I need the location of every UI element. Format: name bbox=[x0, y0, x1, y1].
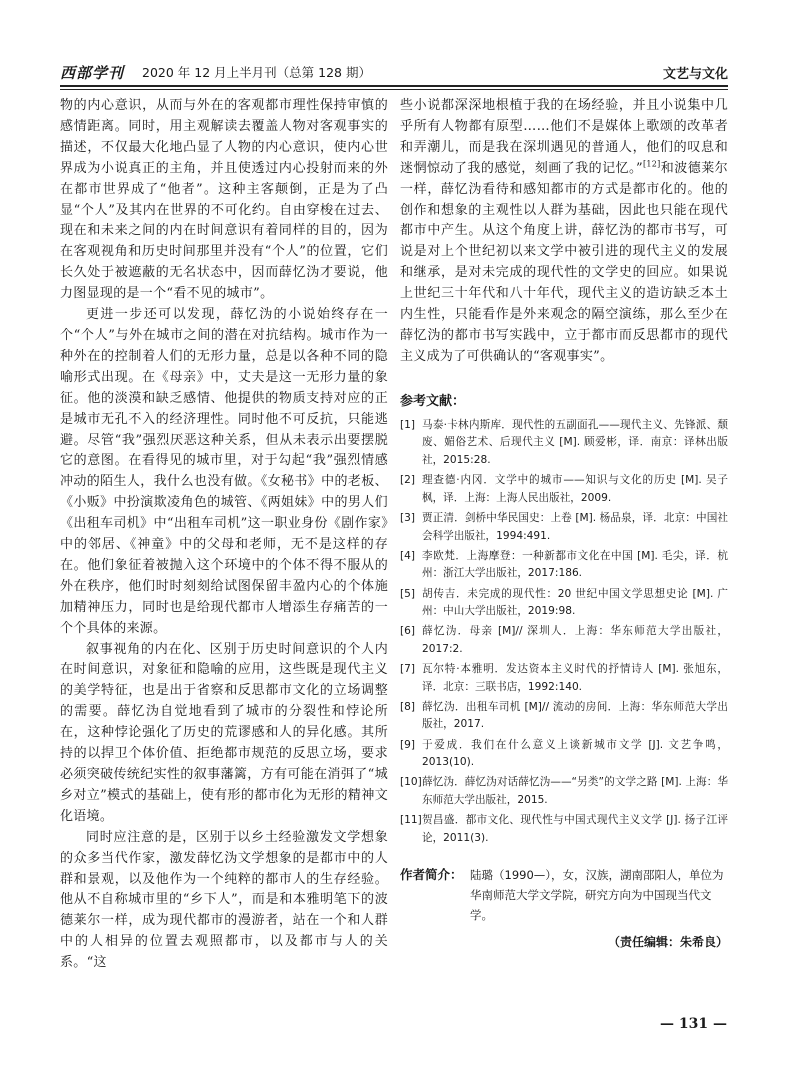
issue-info: 2020 年 12 月上半月刊（总第 128 期） bbox=[142, 65, 371, 80]
reference-item bbox=[400, 510, 728, 545]
reference-number: [10] bbox=[400, 776, 422, 789]
author-bio bbox=[400, 865, 728, 925]
editor-credit: （责任编辑：朱希良） bbox=[607, 935, 728, 950]
reference-item bbox=[400, 812, 728, 847]
reference-text: 贾正清．剑桥中华民国史：上卷 [M]. 杨品泉，译．北京：中国社会科学出版社，1994:491. bbox=[422, 511, 728, 542]
reference-number: [3] bbox=[400, 511, 416, 524]
reference-number: [1] bbox=[400, 418, 416, 431]
paragraph: 叙事视角的内在化、区别于历史时间意识的个人内在时间意识，对象征和隐喻的应用，这些既是现代主义的美学特征，也是出于省察和反思都市文化的立场调整的需要。薛忆沩自觉地看到了城市的分裂性和悖论所在，这种悖论强化了历史的荒谬感和人的异化感。其所持的以捍卫个体价值、拒绝都市规范的反思立场，要求必须突破传统纪实性的叙事藩篱，方有可能在消弭了“城乡对立”模式的基础上，使有形的都市化为无形的精神文化语境。 bbox=[60, 641, 388, 824]
paragraph-text: 和波德莱尔一样，薛忆沩看待和感知都市的方式是都市化的。他的创作和想象的主观性以人群为基础，因此也只能在现代都市中产生。从这个角度上讲，薛忆沩的都市书写，可说是对上个世纪初以来文学中被引进的现代主义的发展和继承，是对未完成的现代性的文学史的回应。如果说上世纪三十年代和八十年代，现代主义的造访缺乏本土内生性，只能看作是外来观念的隔空演练，那么至少在薛忆沩的都市书写实践中，立于都市而反思都市的现代主义成为了可供确认的“客观事实”。 bbox=[400, 160, 728, 364]
reference-item bbox=[400, 586, 728, 621]
page-number: — 131 — bbox=[660, 1016, 727, 1032]
reference-item bbox=[400, 774, 728, 809]
header-rule bbox=[60, 85, 728, 87]
paragraph: 物的内心意识，从而与外在的客观都市理性保持审慎的感情距离。同时，用主观解读去覆盖人物对客观事实的描述，不仅最大化地凸显了人物的内心意识，使内心世界成为小说真正的主角，并且使透过内心投射而来的外在都市世界成了“他者”。这种主客颠倒，正是为了凸显“个人”及其内在世界的不可化约。自由穿梭在过去、现在和未来之间的内在时间意识有着同样的目的，因为在客观视角和历史时间那里并没有“个人”的位置，它们长久处于被遮蔽的无名状态中，因而薛忆沩才要说，他力图显现的是一个“看不见的城市”。 bbox=[60, 98, 388, 302]
reference-text: 胡传吉．未完成的现代性：20 世纪中国文学思想史论 [M]. 广州：中山大学出版社，2019:98. bbox=[422, 587, 728, 618]
paragraph bbox=[400, 96, 728, 368]
reference-item bbox=[400, 699, 728, 734]
reference-number: [8] bbox=[400, 700, 416, 713]
section-name: 文艺与文化 bbox=[662, 67, 728, 82]
reference-text: 贺昌盛．都市文化、现代性与中国式现代主义文学 [J]. 扬子江评论，2011(3). bbox=[422, 814, 728, 844]
reference-text: 马泰·卡林内斯库．现代性的五副面孔——现代主义、先锋派、颓废、媚俗艺术、后现代主义 [M]. 顾爱彬，译．南京：译林出版社，2015:28. bbox=[422, 418, 728, 466]
reference-text: 李欧梵．上海摩登：一种新都市文化在中国 [M]. 毛尖，译．杭州：浙江大学出版社，2017:186. bbox=[422, 549, 728, 580]
reference-item bbox=[400, 623, 728, 658]
citation-mark: [12] bbox=[642, 159, 661, 169]
reference-text: 薛忆沩．薛忆沩对话薛忆沩——“另类”的文学之路 [M]. 上海：华东师范大学出版社，2015. bbox=[422, 776, 728, 806]
reference-text: 瓦尔特·本雅明．发达资本主义时代的抒情诗人 [M]. 张旭东，译．北京：三联书店，1992:140. bbox=[422, 663, 728, 693]
left-column bbox=[60, 96, 388, 974]
journal-name: 西部学刊 bbox=[60, 64, 125, 82]
page-header bbox=[60, 62, 728, 84]
reference-number: [11] bbox=[400, 814, 422, 827]
reference-number: [6] bbox=[400, 625, 416, 638]
author-bio-text: 陆璐（1990—），女，汉族，湖南邵阳人，单位为华南师范大学文学院，研究方向为中国现当代文学。 bbox=[470, 868, 724, 923]
author-bio-label: 作者简介： bbox=[400, 867, 463, 883]
header-rule-thin bbox=[60, 89, 728, 90]
reference-text: 薛忆沩．母亲 [M]// 深圳人．上海：华东师范大学出版社，2017:2. bbox=[422, 625, 728, 655]
reference-item bbox=[400, 417, 728, 470]
reference-number: [5] bbox=[400, 587, 416, 600]
reference-number: [7] bbox=[400, 663, 416, 676]
paragraph: 更进一步还可以发现，薛忆沩的小说始终存在一个“个人”与外在城市之间的潜在对抗结构。城市作为一种外在的控制着人们的无形力量，总是以各种不同的隐喻形式出现。在《母亲》中，丈夫是这一无形力量的象征。他的淡漠和缺乏感情、他提供的物质支持对应的正是城市无孔不入的经济理性。同时他不可反抗，只能逃避。尽管“我”强烈厌恶这种关系，但从未表示出要摆脱它的意图。在看得见的城市里，对于勾起“我”强烈情感冲动的陌生人，我什么也没有做。《女秘书》中的老板、《小贩》中扮演欺凌角色的城管、《两姐妹》中的男人们《出租车司机》中“出租车司机”这一职业身份《剧作家》中的邻居、《神童》中的父母和老师，无不是这样的存在。他们象征着被抛入这个环境中的个体不得不服从的外在秩序，他们时时刻刻给试图保留丰盈内心的个体施加精神压力，同时也是给现代都市人增添生存痛苦的一个个具体的来源。 bbox=[60, 307, 388, 636]
reference-item bbox=[400, 661, 728, 696]
reference-text: 于爱成．我们在什么意义上谈新城市文学 [J]. 文艺争鸣，2013(10). bbox=[422, 738, 728, 769]
reference-number: [4] bbox=[400, 549, 416, 562]
references-title: 参考文献： bbox=[400, 393, 466, 409]
reference-item bbox=[400, 472, 728, 507]
reference-text: 理查德·内冈．文学中的城市——知识与文化的历史 [M]. 吴子枫，译．上海：上海人民出版社，2009. bbox=[422, 474, 728, 504]
reference-text: 薛忆沩．出租车司机 [M]// 流动的房间．上海：华东师范大学出版社，2017. bbox=[422, 700, 728, 731]
paragraph: 同时应注意的是，区别于以乡土经验激发文学想象的众多当代作家，激发薛忆沩文学想象的是都市中的人群和景观，以及他作为一个纯粹的都市人的生存经验。他从不自称城市里的“乡下人”，而是和本雅明笔下的波德莱尔一样，成为现代都市的漫游者，站在一个和人群中的人相异的位置去观照都市，以及都市与人的关系。“这 bbox=[60, 829, 388, 971]
reference-item bbox=[400, 737, 728, 772]
reference-number: [9] bbox=[400, 738, 416, 751]
reference-number: [2] bbox=[400, 474, 416, 487]
reference-list bbox=[400, 417, 728, 848]
reference-item bbox=[400, 548, 728, 583]
right-column bbox=[400, 96, 728, 950]
paragraph-text: 些小说都深深地根植于我的在场经验，并且小说集中几乎所有人物都有原型……他们不是媒体上歌颂的改革者和弄潮儿，而是我在深圳遇见的普通人，他们的叹息和迷惘惊动了我的感觉，刻画了我的记忆。” bbox=[400, 98, 728, 176]
